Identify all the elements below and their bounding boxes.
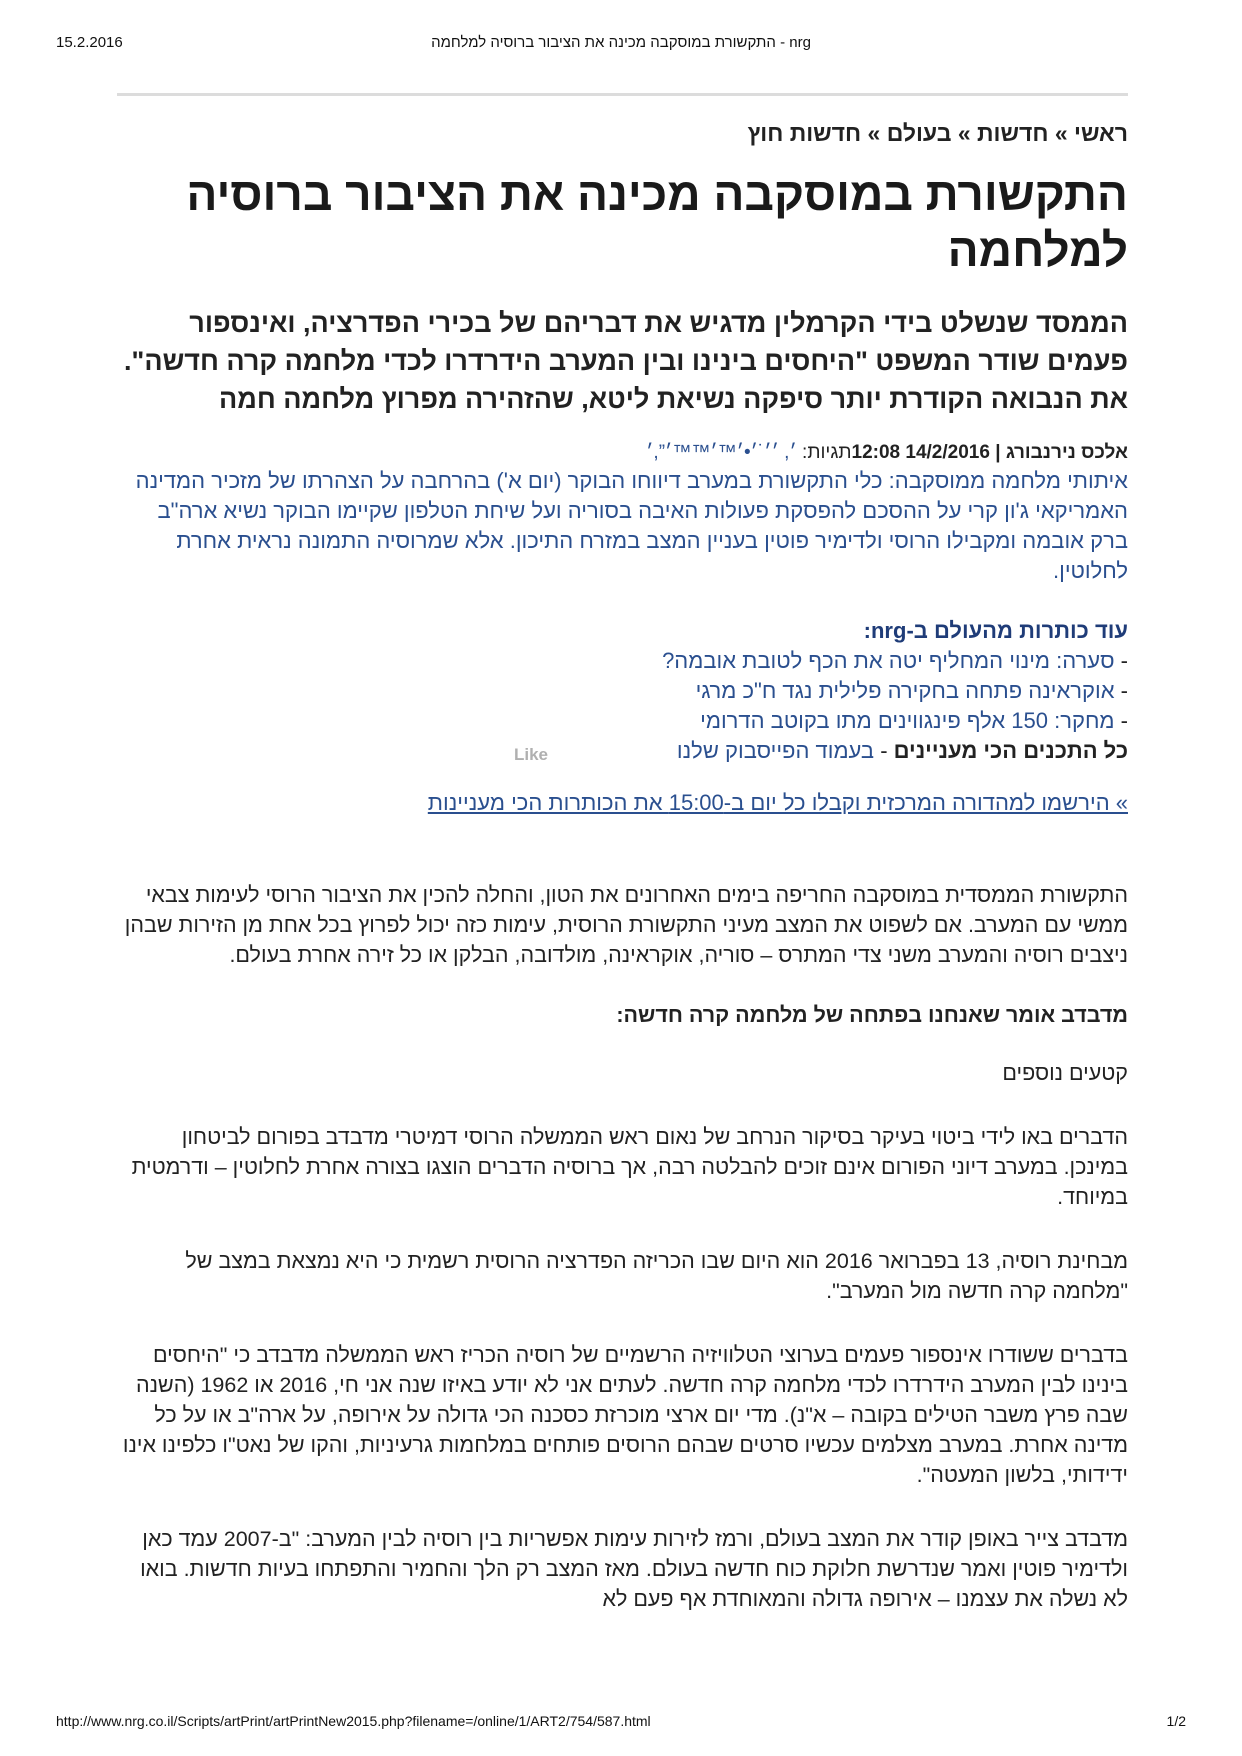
page-number: 1/2 bbox=[1166, 1713, 1186, 1729]
article-subtitle: הממסד שנשלט בידי הקרמלין מדגיש את דבריהם של בכירי הפדרציה, ואינספור פעמים שודר המשפט "היחסים בינינו ובין המערב הידרדרו לכדי מלחמה קרה חדשה". את הנבואה הקודרת יותר סיפקה נשיאת ליטא, שהזהירה מפרוץ מלחמה חמה bbox=[124, 308, 1128, 414]
headline-link[interactable]: מחקר: 150 אלף פינגווינים מתו בקוטב הדרומי bbox=[700, 708, 1115, 733]
list-dash: - bbox=[1120, 708, 1128, 733]
breadcrumb-home[interactable]: ראשי bbox=[1074, 120, 1128, 146]
headline-link[interactable]: סערה: מינוי המחליף יטה את הכף לטובת אובמה? bbox=[662, 648, 1115, 673]
author-name[interactable]: אלכס נירנבורג bbox=[1005, 442, 1128, 463]
facebook-page-link[interactable]: בעמוד הפייסבוק שלנו bbox=[676, 738, 875, 763]
article-lead: איתותי מלחמה ממוסקבה: כלי התקשורת במערב דיווחו הבוקר (יום א') בהרחבה על הצהרתו של מזכיר המדינה האמריקאי ג'ון קרי על ההסכם להפסקת פעולות האיבה בסוריה ועל שיחת הטלפון שקיימו הבוקר נשיא ארה"ב ברק אובמה ומקבילו הרוסי ולדימיר פוטין בעניין המצב במזרח התיכון. אלא שמרוסיה התמונה נראית אחרת לחלוטין. bbox=[135, 468, 1128, 583]
extra-clips-label: קטעים נוספים bbox=[1002, 1061, 1128, 1085]
list-dash: - bbox=[1120, 678, 1128, 703]
body-paragraph: הדברים באו לידי ביטוי בעיקר בסיקור הנרחב של נאום ראש הממשלה הרוסי דמיטרי מדבדב בפורום לביטחון במינכן. במערב דיוני הפורום אינם זוכים להבלטה רבה, אך ברוסיה הדברים הוצגו בצורה אחרת לחלוטין – ודרמטית במיוחד. bbox=[131, 1125, 1128, 1209]
section-heading: מדבדב אומר שאנחנו בפתחה של מלחמה קרה חדשה: bbox=[616, 1003, 1128, 1027]
facebook-promo bbox=[117, 736, 1128, 766]
print-url: http://www.nrg.co.il/Scripts/artPrint/artPrintNew2015.php?filename=/online/1/ART2/754/587.html bbox=[56, 1713, 651, 1729]
list-item[interactable] bbox=[117, 646, 1128, 676]
tags-value[interactable]: ׳, ׳׳˙׳•׳™׳™™׳”,׳ bbox=[646, 442, 797, 463]
newsletter-signup-link[interactable]: » הירשמו למהדורה המרכזית וקבלו כל יום ב-15:00 את הכותרות הכי מעניינות bbox=[427, 790, 1128, 815]
print-header bbox=[56, 34, 1186, 56]
facebook-like-button[interactable]: Like bbox=[514, 745, 549, 764]
body-paragraph: התקשורת הממסדית במוסקבה החריפה בימים האחרונים את הטון, והחלה להכין את הציבור הרוסי לעימות צבאי ממשי עם המערב. אם לשפוט את המצב מעיני התקשורת הרוסית, עימות כזה יכול לפרוץ בכל אחת מן הזירות שבהן ניצבים רוסיה והמערב משני צדי המתרס – סוריה, אוקראינה, מולדובה, הבלקן או כל זירה אחרת בעולם. bbox=[124, 883, 1128, 967]
publish-datetime: 14/2/2016 12:08 bbox=[851, 442, 990, 463]
body-paragraph: מבחינת רוסיה, 13 בפברואר 2016 הוא היום שבו הכריזה הפדרציה הרוסית רשמית כי היא נמצאת במצב של "מלחמה קרה חדשה מול המערב". bbox=[185, 1249, 1128, 1303]
print-page-title: התקשורת במוסקבה מכינה את הציבור ברוסיה למלחמה - nrg bbox=[431, 34, 811, 51]
more-headlines-title: עוד כותרות מהעולם ב-nrg: bbox=[863, 618, 1128, 643]
byline bbox=[117, 440, 1128, 466]
tags-label: תגיות: bbox=[802, 442, 852, 463]
list-item[interactable] bbox=[117, 676, 1128, 706]
header-divider bbox=[117, 93, 1128, 96]
more-headlines bbox=[117, 616, 1128, 766]
body-paragraph: מדבדב צייר באופן קודר את המצב בעולם, ורמז לזירות עימות אפשריות בין רוסיה לבין המערב: "ב-2007 עמד כאן ולדימיר פוטין ואמר שנדרשת חלוקת כוח חדשה בעולם. מאז המצב רק הלך והחמיר והתפתחו בעיות חדשות. בואו לא נשלה את עצמנו – אירופה גדולה והמאוחדת אף פעם לא bbox=[140, 1527, 1128, 1611]
breadcrumb-separator: » bbox=[957, 120, 971, 146]
breadcrumb-foreign-news[interactable]: חדשות חוץ bbox=[747, 120, 862, 146]
page-title: התקשורת במוסקבה מכינה את הציבור ברוסיה למלחמה bbox=[186, 168, 1128, 276]
breadcrumb bbox=[117, 118, 1128, 148]
byline-separator: | bbox=[995, 442, 1001, 463]
breadcrumb-news[interactable]: חדשות bbox=[977, 120, 1049, 146]
list-item[interactable] bbox=[117, 706, 1128, 736]
body-paragraph: בדברים ששודרו אינספור פעמים בערוצי הטלוויזיה הרשמיים של רוסיה הכריז ראש הממשלה מדבדב כי "היחסים בינינו לבין המערב הידרדרו לכדי מלחמה קרה חדשה. לעתים אני לא יודע באיזו שנה אני חי, 2016 או 1962 (השנה שבה פרץ משבר הטילים בקובה – א"נ). מדי יום ארצי מוכרזת כסכנה הכי גדולה על אירופה, על ארה"ב או על כל מדינה אחרת. במערב מצלמים עכשיו סרטים שבהם הרוסים פותחים במלחמות גרעיניות, והקו של נאט"ו כלפינו אינו ידידותי, בלשון המעטה". bbox=[122, 1343, 1128, 1487]
headline-link[interactable]: אוקראינה פתחה בחקירה פלילית נגד ח"כ מרגי bbox=[695, 678, 1115, 703]
print-date: 15.2.2016 bbox=[56, 34, 123, 51]
facebook-promo-bold: כל התכנים הכי מעניינים bbox=[893, 738, 1128, 763]
breadcrumb-world[interactable]: בעולם bbox=[886, 120, 952, 146]
article-content bbox=[117, 118, 1128, 1614]
breadcrumb-separator: » bbox=[1054, 120, 1068, 146]
breadcrumb-separator: » bbox=[867, 120, 881, 146]
facebook-promo-sep: - bbox=[874, 738, 894, 763]
list-dash: - bbox=[1120, 648, 1128, 673]
